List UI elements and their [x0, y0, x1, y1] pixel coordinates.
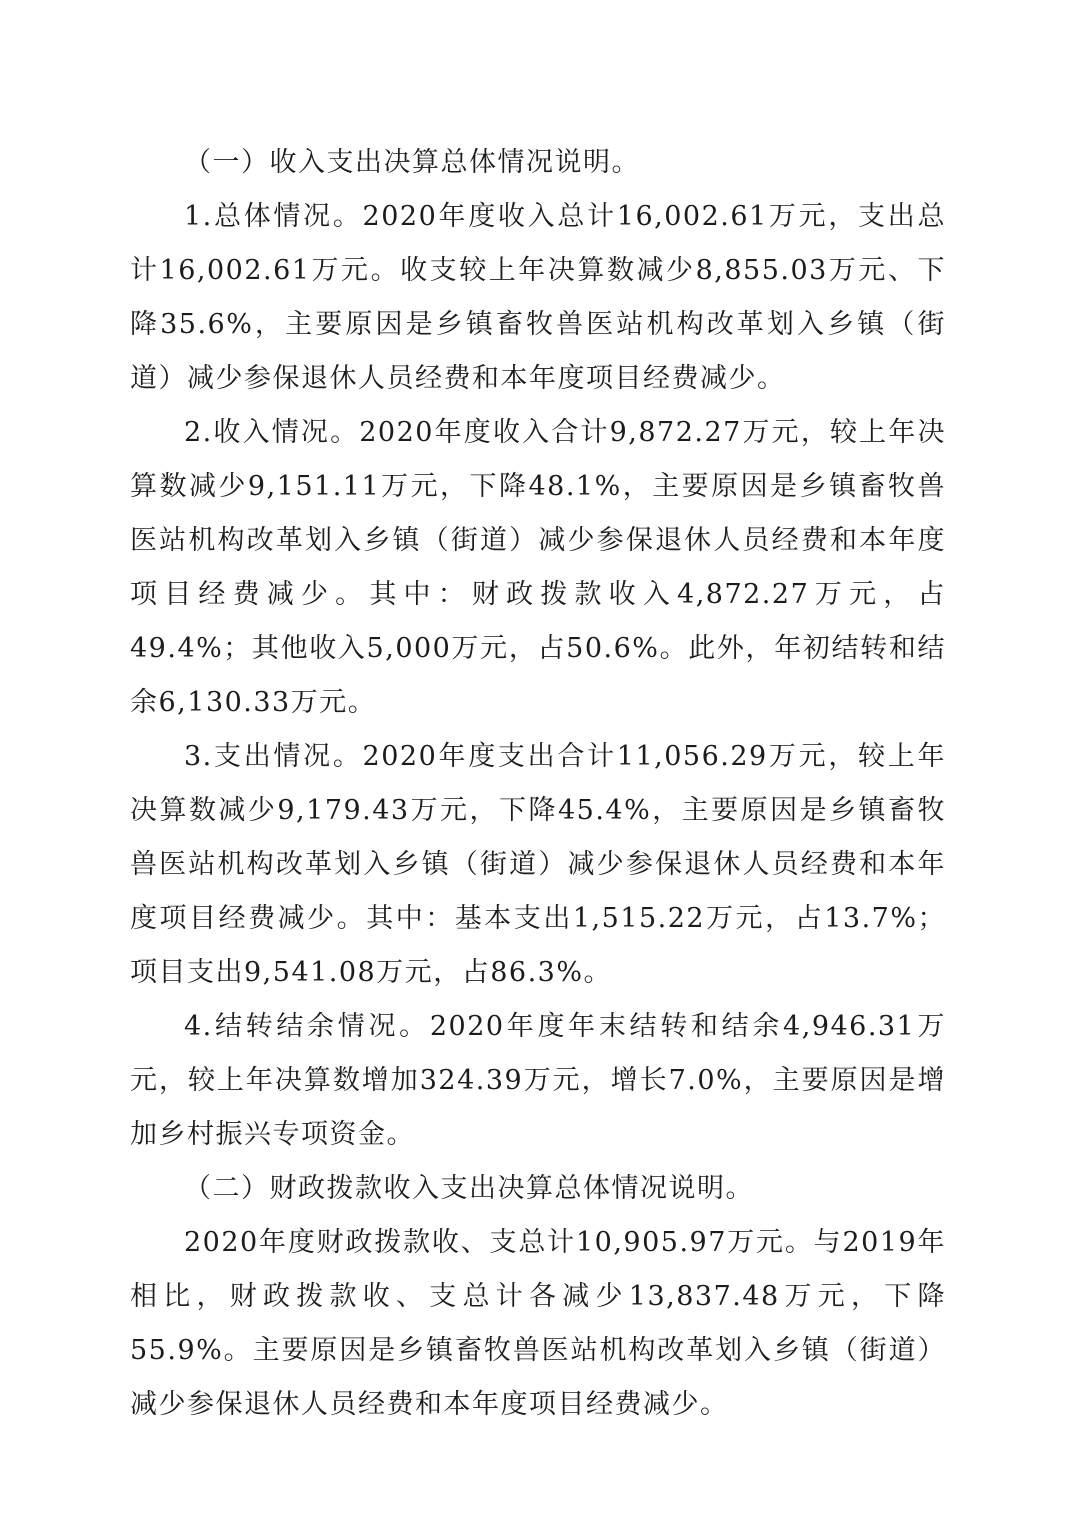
section-heading-fiscal-appropriation: （二）财政拨款收入支出决算总体情况说明。: [184, 1173, 754, 1204]
paragraph-expenditure: 3.支出情况。2020年度支出合计11,056.29万元，较上年决算数减少9,179.43万元，下降45.4%，主要原因是乡镇畜牧兽医站机构改革划入乡镇（街道）减少参保退休人员经费和本年度项目经费减少。其中：基本支出1,515.22万元，占13.7%；项目支出9,541.08万元，占86.3%。: [130, 741, 946, 988]
paragraph-fiscal-appropriation: 2020年度财政拨款收、支总计10,905.97万元。与2019年相比，财政拨款收、支总计各减少13,837.48万元，下降55.9%。主要原因是乡镇畜牧兽医站机构改革划入乡镇（街道）减少参保退休人员经费和本年度项目经费减少。: [130, 1227, 946, 1420]
document-page: [130, 136, 946, 1432]
section-heading-income-expenditure: （一）收入支出决算总体情况说明。: [184, 147, 640, 178]
paragraph-carryover: 4.结转结余情况。2020年度年末结转和结余4,946.31万元，较上年决算数增加324.39万元，增长7.0%，主要原因是增加乡村振兴专项资金。: [130, 1011, 946, 1150]
paragraph-overall: 1.总体情况。2020年度收入总计16,002.61万元，支出总计16,002.61万元。收支较上年决算数减少8,855.03万元、下降35.6%，主要原因是乡镇畜牧兽医站机构改革划入乡镇（街道）减少参保退休人员经费和本年度项目经费减少。: [130, 201, 946, 394]
paragraph-income: 2.收入情况。2020年度收入合计9,872.27万元，较上年决算数减少9,151.11万元，下降48.1%，主要原因是乡镇畜牧兽医站机构改革划入乡镇（街道）减少参保退休人员经费和本年度项目经费减少。其中：财政拨款收入4,872.27万元，占49.4%；其他收入5,000万元，占50.6%。此外，年初结转和结余6,130.33万元。: [130, 417, 946, 718]
